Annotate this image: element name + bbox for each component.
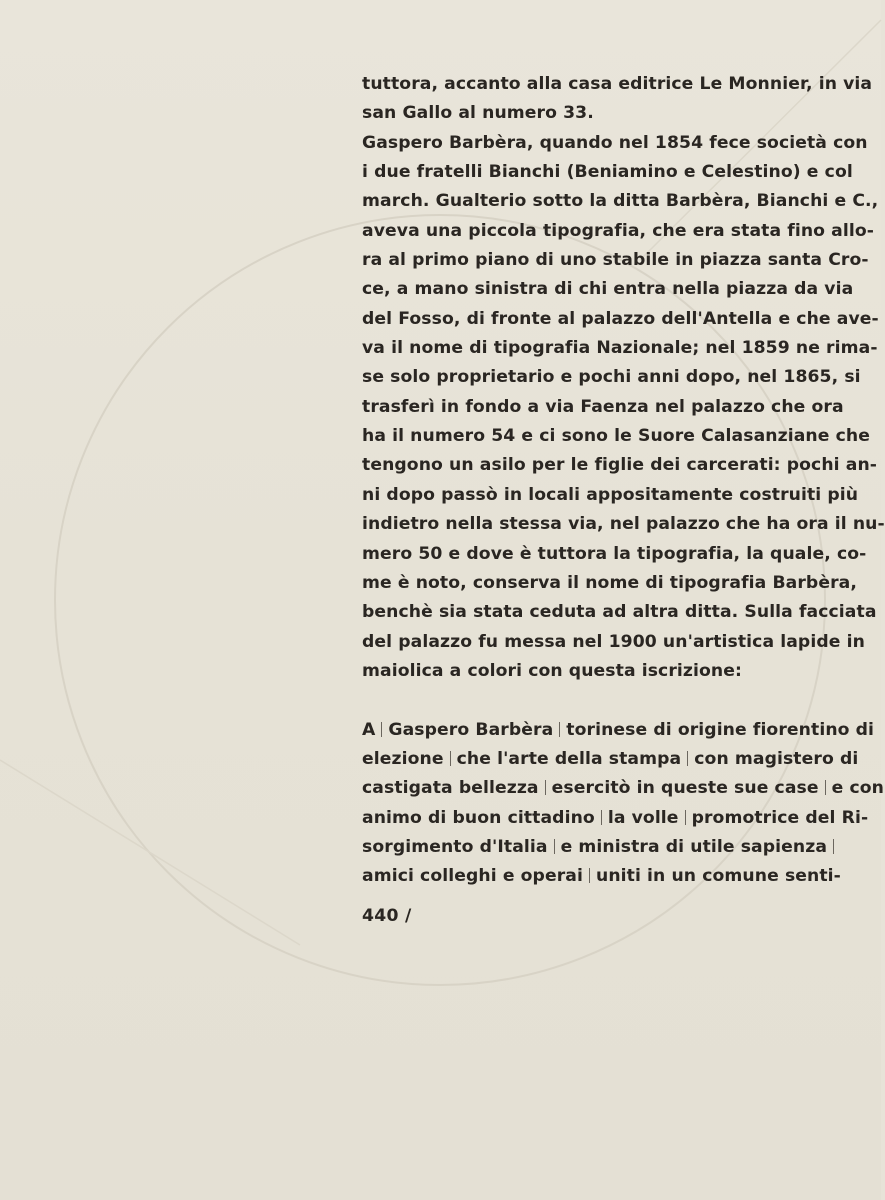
separator-bar [589, 868, 590, 883]
text-line: me è noto, conserva il nome di tipografia Barbèra, [362, 572, 857, 593]
inscription-segment: esercitò in queste sue case [551, 778, 819, 799]
inscription-segment: torinese di origine fiorentino di [566, 719, 875, 740]
separator-bar [554, 839, 555, 854]
text-line: ra al primo piano di uno stabile in piazza santa Cro- [362, 250, 869, 271]
inscription-line [362, 774, 884, 803]
text-line: benchè sia stata ceduta ad altra ditta. Sulla facciata [362, 602, 877, 623]
text-line: del Fosso, di fronte al palazzo dell'Antella e che ave- [362, 308, 879, 329]
inscription-segment: che l'arte della stampa [456, 748, 682, 769]
paragraph-gap [362, 686, 832, 715]
text-line: san Gallo al numero 33. [362, 103, 594, 124]
text-line: ni dopo passò in locali appositamente costruiti più [362, 484, 859, 505]
text-line: Gaspero Barbèra, quando nel 1854 fece società con [362, 132, 868, 153]
inscription-segment: la volle [607, 807, 679, 828]
separator-bar [450, 751, 451, 766]
text-line: va il nome di tipografia Nazionale; nel 1859 ne rima- [362, 338, 878, 359]
inscription-line [362, 833, 832, 862]
separator-bar [545, 780, 546, 795]
text-line: aveva una piccola tipografia, che era stata fino allo- [362, 220, 874, 241]
inscription-segment: e con [831, 778, 884, 799]
separator-bar [833, 839, 834, 854]
text-line: ha il numero 54 e ci sono le Suore Calasanziane che [362, 426, 870, 447]
inscription-line [362, 862, 841, 891]
inscription-segment: e ministra di utile sapienza [560, 836, 828, 857]
inscription-line [362, 745, 859, 774]
inscription-line [362, 804, 869, 833]
inscription-segment: A [362, 719, 376, 740]
page-number: 440 / [362, 906, 412, 926]
inscription-segment: Gaspero Barbèra [388, 719, 554, 740]
inscription-line [362, 716, 875, 745]
separator-bar [685, 810, 686, 825]
inscription-segment: elezione [362, 748, 444, 769]
text-line: tuttora, accanto alla casa editrice Le Monnier, in via [362, 74, 873, 94]
text-line: trasferì in fondo a via Faenza nel palazzo che ora [362, 396, 844, 417]
inscription-segment: uniti in un comune senti- [596, 866, 841, 887]
text-line: march. Gualterio sotto la ditta Barbèra, Bianchi e C., [362, 191, 879, 212]
separator-bar [825, 780, 826, 795]
inscription-segment: animo di buon cittadino [362, 807, 595, 828]
text-line: mero 50 e dove è tuttora la tipografia, la quale, co- [362, 543, 867, 564]
text-line: i due fratelli Bianchi (Beniamino e Celestino) e col [362, 162, 853, 183]
text-line: indietro nella stessa via, nel palazzo che ha ora il nu- [362, 514, 885, 535]
inscription-segment: promotrice del Ri- [691, 807, 869, 828]
text-line: se solo proprietario e pochi anni dopo, nel 1865, si [362, 367, 861, 388]
body-text [362, 70, 885, 892]
text-line: tengono un asilo per le figlie dei carcerati: pochi an- [362, 455, 878, 476]
separator-bar [381, 722, 382, 737]
inscription-segment: castigata bellezza [362, 778, 539, 799]
text-line: del palazzo fu messa nel 1900 un'artistica lapide in [362, 631, 865, 652]
inscription-segment: sorgimento d'Italia [362, 836, 548, 857]
separator-bar [559, 722, 560, 737]
separator-bar [687, 751, 688, 766]
separator-bar [601, 810, 602, 825]
text-line: maiolica a colori con questa iscrizione: [362, 660, 742, 681]
inscription-segment: amici colleghi e operai [362, 866, 583, 887]
text-line: ce, a mano sinistra di chi entra nella piazza da via [362, 279, 854, 300]
inscription-segment: con magistero di [694, 748, 859, 769]
